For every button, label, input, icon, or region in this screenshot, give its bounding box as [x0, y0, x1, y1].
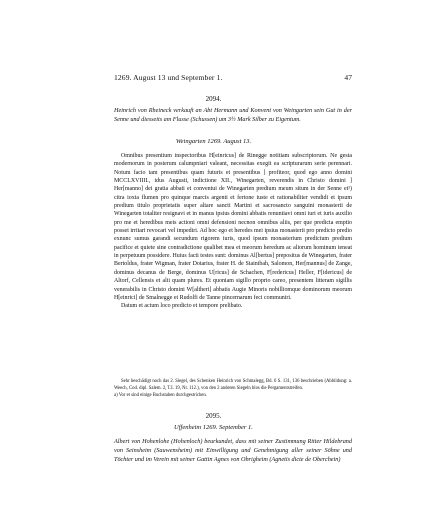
regest-summary	[114, 437, 352, 464]
datum-line: Datum et actum loco predicto et tempore prelibato.	[121, 303, 243, 310]
charter-paragraph: Omnibus presentium inspectoribus H[einricus] de Rinegge notitiam subscriptorum. Ne gesta modernorum in posterum calumpniari valeant, necessitas exegit ea scripturarum serie perennari. Notum facio tam presentibus quam futuris et presentibus ] profiteor, quod ego anno domini MCCLXVIIII., idus Augusti, indictione XII., Winegarten, reverendis in Christo domini ] Her[manno] dei gratia abbati et conventui de Winegarten predium meum situm in der Senne et¹) citra ioxta flumen pro quinque marcis argenti et fertone iuste et rationabiliter vendidi et ipsum predium titulo proprietatis super altare sancti Martini et sacrosancto sanguini monasterii de Winegarten totaliter resignavi et in manus ipsius domini abbatis renuntiavi omni iuri et iuris auxilio pro me et heredibus meis actioni omni defensioni necnon omnibus aliis, per que predicta emptio posset irritari revocari vel impediri. Ad hoc ego et heredes mei ipsius monasterii pro predicto predio exnunc sumus garandi secundum rigorem iuris, quod ipsum monasterium predictum predium pacifice et quiete sine contradictione qualibet mea et meorum heredum ac aliorum hominum teneat in perpetuum possidere. Huius facti testes sunt: dominus Al[bertus] prepositus de Winegarten, frater Bertoldus, frater Wigman, frater Dotarius, frater H. de Stainibah, Salomon, Her[mannus] de Zange, dominus decanus de Berge, dominus U[ricus] de Schachen, F[redericus] Heller, F[idericus] de Altorf, Cellensis et alii quam plures. Et quoniam sigillo proprio careo, presentem litteram sigillis venerabilis in Christo domini W[altheri] abbatis Augie Minoris nobilliomque dominorum meorum H[einrici] de Smalnegge et Rudolfi de Tanne pincernarum feci communiri.	[114, 153, 352, 301]
page-number: 47	[344, 73, 352, 82]
place-date-line: Weingarten 1269. August 13.	[175, 138, 252, 145]
seal-note: Sehr beschädigt noch das 2. Siegel, des Schenken Heinrich von Schmalegg, Bd. 6 S. 131, 136 beschrieben (Abbildung: a. Weech, Cod. dipl. Salem. 2, T.I. 19, Nr. 112.), von den 2 anderen Siegeln blos die Pergamentstreifen.	[114, 379, 352, 392]
page-header	[114, 73, 352, 83]
footnotes	[114, 378, 352, 399]
charter-text	[114, 152, 352, 311]
document-number: 2094.	[205, 95, 222, 103]
document-number: 2095.	[205, 412, 222, 420]
running-head-date: 1269. August 13 und September 1.	[114, 73, 223, 82]
footnote-a: a) Vor et sind einige Buchstaben durchgestrichen.	[114, 393, 207, 399]
place-date-line: Uffenheim 1269. September 1.	[174, 424, 253, 431]
regest-text: Heinrich von Rheineck verkauft an Abt Hermann und Konvent von Weingarten sein Gut in der Senne und diesseits am Flusse (Schussen) um 3½ Mark Silber zu Eigentum.	[114, 107, 352, 124]
regest-text: Albert von Hohenlohe (Hohenloch) beurkundet, dass mit seiner Zustimmung Ritter Hildebrand von Seinsheim (Sauwensheim) mit Einwilligung und Genehmigung aller seiner Söhne und Töchter und im Verein mit seiner Gattin Agnes von Obrigheim (Agnetis dicte de Oberchein)	[114, 438, 352, 463]
regest-summary	[114, 106, 352, 124]
